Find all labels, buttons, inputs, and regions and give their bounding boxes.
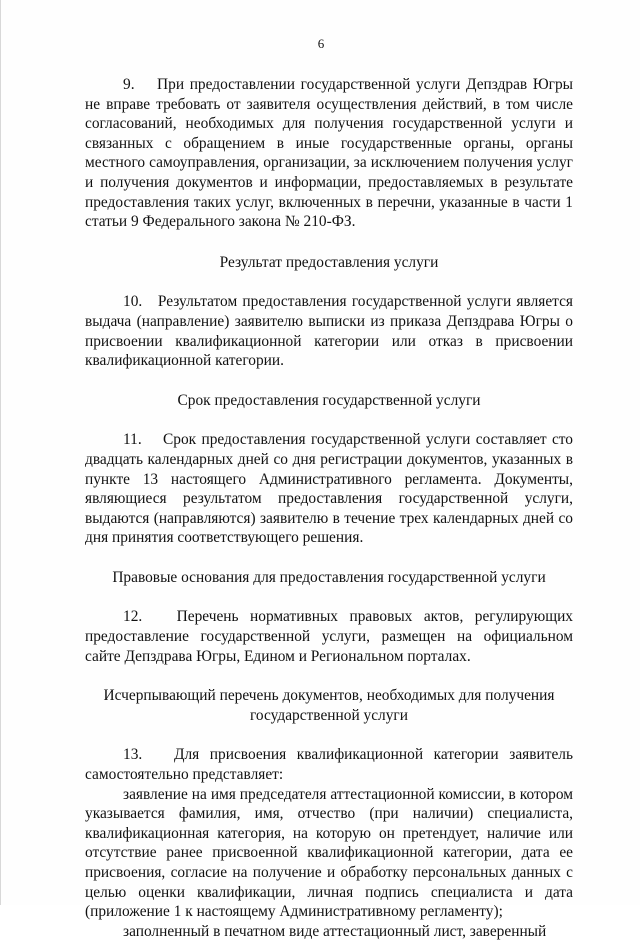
paragraph-13-item-application: заявление на имя председателя аттестационной комиссии, в котором указывается фамилия, имя, отчество (при наличии) специалиста, квалификационная категория, на которую он претендует, наличие или отсутствие ранее присвоенной квалификационной категории, дата ее присвоения, согласие на получение и обработку персональных данных с целью оценки квалификации, личная подпись специалиста и дата (приложение 1 к настоящему Административному регламенту); [85,785,573,921]
paragraph-13-item-attestation-sheet: заполненный в печатном виде аттестационный лист, заверенный [123,922,547,940]
section-heading-legal-basis: Правовые основания для предоставления государственной услуги [112,568,546,586]
page-number: 6 [317,36,325,51]
section-heading-term: Срок предоставления государственной услуги [177,391,481,409]
paragraph-13: 13. Для присвоения квалификационной категории заявитель самостоятельно представляет: [85,746,573,784]
paragraph-10: 10. Результатом предоставления государственной услуги является выдача (направление) заявителю выписки из приказа Депздрава Югры о присвоении квалификационной категории или отказ в присвоении квалификационной категории. [85,293,573,370]
section-heading-documents-line1: Исчерпывающий перечень документов, необходимых для получения [103,687,555,705]
paragraph-9: 9. При предоставлении государственной услуги Депздрав Югры не вправе требовать от заявителя осуществления действий, в том числе согласований, необходимых для получения государственной услуги и связанных с обращением в иные государственные органы, органы местного самоуправления, организации, за исключением получения услуг и получения документов и информации, предоставляемых в результате предоставления таких услуг, включенных в перечни, указанные в части 1 статьи 9 Федерального закона № 210-ФЗ. [85,76,573,231]
section-heading-result: Результат предоставления услуги [219,253,439,271]
paragraph-11: 11. Срок предоставления государственной услуги составляет сто двадцать календарных дней со дня регистрации документов, указанных в пункте 13 настоящего Административного регламента. Документы, являющиеся результатом предоставления государственной услуги, выдаются (направляются) заявителю в течение трех календарных дней со дня принятия соответствующего решения. [85,431,573,547]
section-heading-documents-line2: государственной услуги [250,706,408,724]
document-body [85,75,573,941]
paragraph-12: 12. Перечень нормативных правовых актов, регулирующих предоставление государственной услуги, размещен на официальном сайте Депздрава Югры, Едином и Региональном порталах. [85,608,573,665]
